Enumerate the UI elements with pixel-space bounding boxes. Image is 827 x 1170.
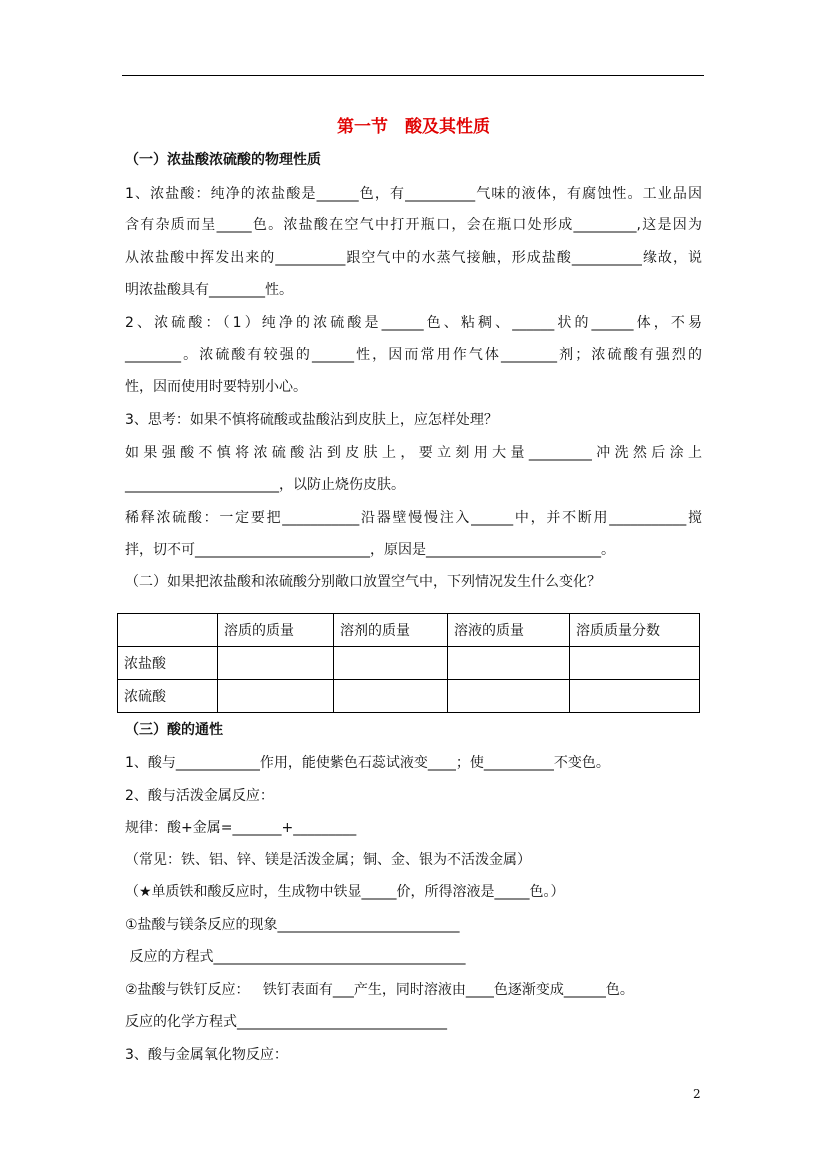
paragraph-line: 反应的化学方程式______________________________ — [125, 1014, 447, 1030]
table-cell — [218, 680, 334, 713]
paragraph-line: 规律：酸+金属=_______+_________ — [125, 820, 357, 836]
table-cell — [570, 680, 700, 713]
paragraph-line: ①盐酸与镁条反应的现象__________________________ — [125, 917, 460, 933]
paragraph-line: 3、酸与金属氧化物反应： — [125, 1047, 288, 1063]
page-number: 2 — [693, 1087, 701, 1101]
paragraph-line: 含有杂质而呈_____色。浓盐酸在空气中打开瓶口，会在瓶口处形成_________,这是因为 — [125, 217, 702, 233]
table-header-cell: 溶剂的质量 — [334, 614, 448, 647]
table-cell — [448, 647, 570, 680]
paragraph-line: ______________________，以防止烧伤皮肤。 — [125, 477, 405, 493]
table-cell — [334, 680, 448, 713]
paragraph-line: 从浓盐酸中挥发出来的__________跟空气中的水蒸气接触，形成盐酸__________缘故，说 — [125, 250, 702, 266]
table-cell — [218, 647, 334, 680]
paragraph-line: ②盐酸与铁钉反应： 铁钉表面有___产生，同时溶液由____色逐渐变成______色。 — [125, 982, 634, 998]
header-rule — [122, 75, 704, 76]
table-header-cell — [118, 614, 218, 647]
paragraph-line: 1、酸与____________作用，能使紫色石蕊试液变____；使__________不变色。 — [125, 755, 610, 771]
paragraph-line: 如果强酸不慎将浓硫酸沾到皮肤上，要立刻用大量_________冲洗然后涂上 — [125, 445, 702, 461]
paragraph-line: 性，因而使用时要特别小心。 — [125, 379, 307, 395]
paragraph-line: （常见：铁、铝、锌、镁是活泼金属；铜、金、银为不活泼金属） — [125, 852, 531, 868]
table-cell — [334, 647, 448, 680]
paragraph-line: 2、酸与活泼金属反应： — [125, 788, 274, 804]
table-header-row — [118, 614, 700, 647]
paragraph-line: 2、浓硫酸：（1）纯净的浓硫酸是______色、粘稠、______状的______体，不易 — [125, 315, 702, 331]
table-header-cell: 溶液的质量 — [448, 614, 570, 647]
paragraph-line: （★单质铁和酸反应时，生成物中铁显_____价，所得溶液是_____色。） — [125, 884, 565, 900]
section-1-heading: （一）浓盐酸浓硫酸的物理性质 — [125, 152, 321, 168]
table-cell — [570, 647, 700, 680]
table-cell — [448, 680, 570, 713]
section-3-heading: （三）酸的通性 — [125, 722, 223, 738]
paragraph-line: ________。浓硫酸有较强的______性，因而常用作气体________剂；浓硫酸有强烈的 — [125, 347, 702, 363]
section-2-heading: （二）如果把浓盐酸和浓硫酸分别敞口放置空气中，下列情况发生什么变化？ — [125, 574, 601, 590]
table-row — [118, 647, 700, 680]
table-header-cell: 溶质质量分数 — [570, 614, 700, 647]
table-row — [118, 680, 700, 713]
table-header-cell: 溶质的质量 — [218, 614, 334, 647]
paragraph-line: 稀释浓硫酸：一定要把___________沿器壁慢慢注入______中，并不断用___________搅 — [125, 510, 702, 526]
paragraph-line: 3、思考：如果不慎将硫酸或盐酸沾到皮肤上，应怎样处理？ — [125, 412, 498, 428]
paragraph-line: 1、浓盐酸：纯净的浓盐酸是______色，有__________气味的液体，有腐蚀性。工业品因 — [125, 186, 702, 202]
table-cell: 浓硫酸 — [118, 680, 218, 713]
change-table — [117, 613, 700, 713]
page-title: 第一节 酸及其性质 — [337, 117, 490, 137]
table-cell: 浓盐酸 — [118, 647, 218, 680]
paragraph-line: 拌，切不可_________________________，原因是_________________________。 — [125, 542, 615, 558]
paragraph-line: 反应的方程式____________________________________ — [125, 949, 466, 965]
paragraph-line: 明浓盐酸具有________性。 — [125, 282, 293, 298]
